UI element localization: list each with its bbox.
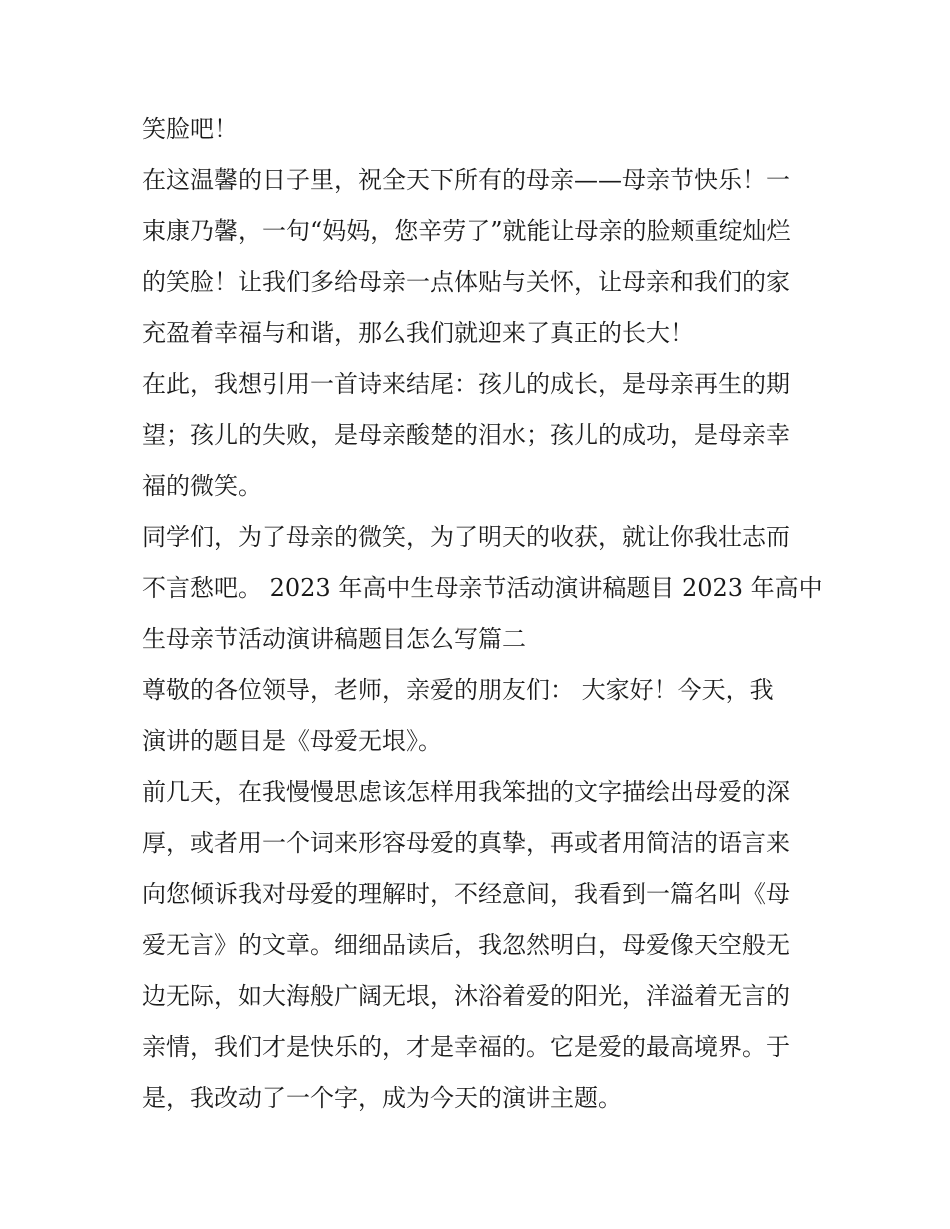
text-line: 束康乃馨，一句“妈妈，您辛劳了”就能让母亲的脸颊重绽灿烂: [142, 217, 791, 245]
text-line: 充盈着幸福与和谐，那么我们就迎来了真正的长大！: [142, 319, 694, 347]
text-line: 亲情，我们才是快乐的，才是幸福的。它是爱的最高境界。于: [142, 1033, 790, 1061]
paragraph-6: [142, 767, 814, 1124]
text-line: 在这温馨的日子里，祝全天下所有的母亲——母亲节快乐！一: [142, 166, 790, 194]
text-line: 不言愁吧。 2023 年高中生母亲节活动演讲稿题目 2023 年高中: [142, 574, 823, 602]
text-line: 在此，我想引用一首诗来结尾：孩儿的成长，是母亲再生的期: [142, 370, 790, 398]
text-line: 福的微笑。: [142, 472, 262, 500]
text-line: 边无际，如大海般广阔无垠，沐浴着爱的阳光，洋溢着无言的: [142, 982, 790, 1010]
text-line: 望；孩儿的失败，是母亲酸楚的泪水；孩儿的成功，是母亲幸: [142, 421, 790, 449]
text-line: 尊敬的各位领导，老师，亲爱的朋友们： 大家好！今天，我: [142, 676, 774, 704]
text-line: 向您倾诉我对母爱的理解时，不经意间，我看到一篇名叫《母: [142, 880, 790, 908]
text-line: 厚，或者用一个词来形容母爱的真挚，再或者用简洁的语言来: [142, 829, 790, 857]
text-line: 同学们，为了母亲的微笑，为了明天的收获，就让你我壮志而: [142, 523, 790, 551]
document-body: [142, 104, 823, 1124]
paragraph-4: [142, 512, 823, 665]
text-line: 爱无言》的文章。细细品读后，我忽然明白，母爱像天空般无: [142, 931, 790, 959]
paragraph-3: [142, 359, 814, 512]
paragraph-1: [142, 104, 814, 155]
text-line: 是，我改动了一个字，成为今天的演讲主题。: [142, 1084, 622, 1112]
text-line: 生母亲节活动演讲稿题目怎么写篇二: [142, 625, 526, 653]
text-line: 笑脸吧！: [142, 115, 238, 143]
text-line: 的笑脸！让我们多给母亲一点体贴与关怀，让母亲和我们的家: [142, 268, 790, 296]
text-line: 前几天，在我慢慢思虑该怎样用我笨拙的文字描绘出母爱的深: [142, 778, 790, 806]
text-line: 演讲的题目是《母爱无垠》。: [142, 727, 442, 755]
paragraph-5: [142, 665, 814, 767]
paragraph-2: [142, 155, 814, 359]
